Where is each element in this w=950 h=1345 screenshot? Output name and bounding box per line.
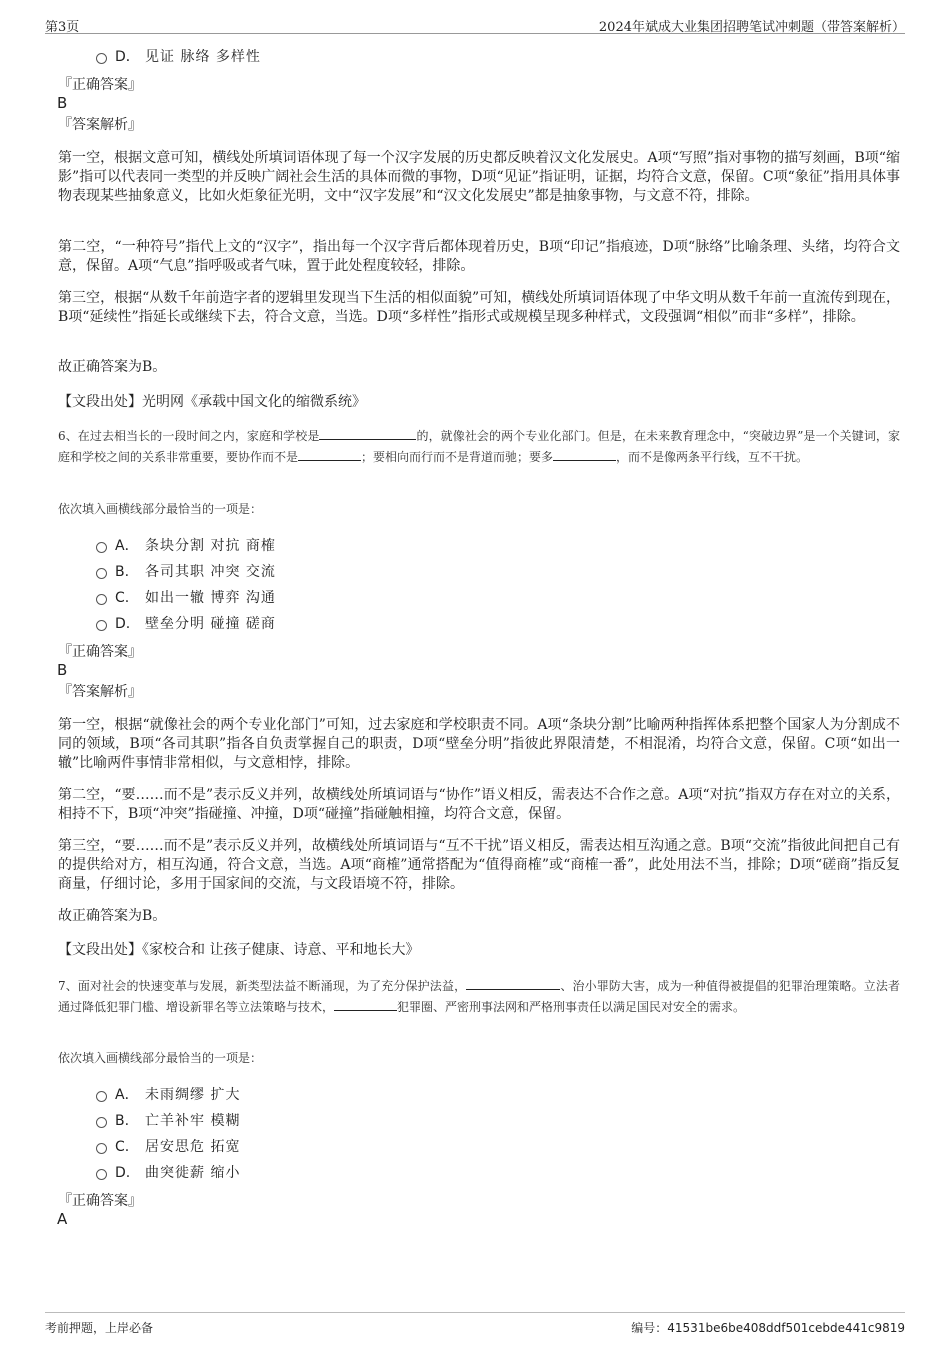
q5-answer-label: 『正确答案』 <box>58 77 142 93</box>
q5-analysis-p2: 第二空，“一种符号”指代上文的“汉字”，指出每一个汉字背后都体现着历史，B项“印记”指痕迹，D项“脉络”比喻条理、头绪，均符合文意，保留。A项“气息”指呼吸或者气味，置于此处程度较轻，排除。 <box>58 239 900 274</box>
blank-2[interactable] <box>334 997 397 1011</box>
q5-analysis-p3: 第三空，根据“从数千年前造字者的逻辑里发现当下生活的相似面貌”可知，横线处所填词语体现了中华文明从数千年前一直流传到现在，B项“延续性”指延长或继续下去，符合文意，当选。D项“多样性”指形式或规模呈现多种样式，文段强调“相似”而非“多样”，排除。 <box>58 290 900 325</box>
q5-conclusion: 故正确答案为B。 <box>58 359 167 375</box>
option-text: 曲突徙薪 缩小 <box>145 1165 241 1181</box>
radio-icon[interactable] <box>96 1117 107 1128</box>
footer-slogan: 考前押题，上岸必备 <box>45 1321 154 1335</box>
radio-icon[interactable] <box>96 1169 107 1180</box>
q7-stem: 7、面对社会的快速变革与发展，新类型法益不断涌现，为了充分保护法益， 、治小罪防大害，成为一种值得被提倡的犯罪治理策略。立法者通过降低犯罪门槛、增设新罪名等立法策略与技术， 犯罪圈、严密刑事法网和严格刑事责任以满足国民对安全的需求。 <box>58 976 900 1018</box>
option-text: 如出一辙 博弈 沟通 <box>145 590 276 606</box>
page-number: 第3页 <box>45 20 80 35</box>
document-code: 编号：41531be6be408ddf501cebde441c9819 <box>631 1321 905 1335</box>
option-text: 居安思危 拓宽 <box>145 1139 241 1155</box>
radio-icon[interactable] <box>96 1143 107 1154</box>
q7-answer-label: 『正确答案』 <box>58 1193 142 1209</box>
radio-icon[interactable] <box>96 1091 107 1102</box>
option-text: 条块分割 对抗 商榷 <box>145 538 276 554</box>
q6-source: 【文段出处】《家校合和 让孩子健康、诗意、平和地长大》 <box>58 942 420 958</box>
page-footer <box>45 1312 905 1338</box>
q6-analysis-p3: 第三空，“要……而不是”表示反义并列，故横线处所填词语与“互不干扰”语义相反，需表达相互沟通之意。B项“交流”指彼此间把自己有的提供给对方，相互沟通，符合文意，当选。A项“商榷”通常搭配为“值得商榷”或“商榷一番”，此处用法不当，排除；D项“磋商”指反复商量，仔细讨论，多用于国家间的交流，与文段语境不符，排除。 <box>58 838 900 892</box>
radio-icon[interactable] <box>96 542 107 553</box>
blank-1[interactable] <box>319 426 416 440</box>
q5-source: 【文段出处】光明网《承载中国文化的缩微系统》 <box>58 394 366 410</box>
q6-stem: 6、在过去相当长的一段时间之内，家庭和学校是 的，就像社会的两个专业化部门。但是，在未来教育理念中，“突破边界”是一个关键词，家庭和学校之间的关系非常重要，要协作而不是 ；要相向而行而不是背道而驰；要多 ，而不是像两条平行线，互不干扰。 <box>58 426 900 468</box>
blank-3[interactable] <box>553 447 616 461</box>
q6-analysis-label: 『答案解析』 <box>58 684 142 700</box>
q6-answer: B <box>57 661 68 679</box>
document-title: 2024年斌成大业集团招聘笔试冲刺题（带答案解析） <box>598 20 905 35</box>
q5-analysis-p1: 第一空，根据文意可知，横线处所填词语体现了每一个汉字发展的历史都反映着汉文化发展史。A项“写照”指对事物的描写刻画，B项“缩影”指可以代表同一类型的并反映广阔社会生活的具体而微的事物，D项“见证”指证明，证据，均符合文意，保留。C项“象征”指用具体事物表现某些抽象意义，比如火炬象征光明，文中“汉字发展”和“汉文化发展史”都是抽象事物，与文意不符，排除。 <box>58 150 900 204</box>
q5-answer: B <box>57 94 68 112</box>
option-text: 壁垒分明 碰撞 磋商 <box>145 616 276 632</box>
option-text: 亡羊补牢 模糊 <box>145 1113 241 1129</box>
option-text: 未雨绸缪 扩大 <box>145 1087 241 1103</box>
blank-1[interactable] <box>466 976 560 990</box>
page-header <box>45 12 905 34</box>
radio-icon[interactable] <box>96 568 107 579</box>
radio-icon[interactable] <box>96 53 107 64</box>
q6-analysis-p1: 第一空，根据“就像社会的两个专业化部门”可知，过去家庭和学校职责不同。A项“条块分割”比喻两种指挥体系把整个国家人为分割成不同的领域，B项“各司其职”指各自负责掌握自己的职责，D项“壁垒分明”指彼此界限清楚，不相混淆，均符合文意，保留。C项“如出一辙”比喻两件事情非常相似，与文意相悖，排除。 <box>58 717 900 771</box>
blank-2[interactable] <box>298 447 361 461</box>
q6-conclusion: 故正确答案为B。 <box>58 908 167 924</box>
q5-analysis-label: 『答案解析』 <box>58 117 142 133</box>
q6-answer-label: 『正确答案』 <box>58 644 142 660</box>
radio-icon[interactable] <box>96 594 107 605</box>
radio-icon[interactable] <box>96 620 107 631</box>
option-text: 见证 脉络 多样性 <box>145 49 261 65</box>
q6-analysis-p2: 第二空，“要……而不是”表示反义并列，故横线处所填词语与“协作”语义相反，需表达不合作之意。A项“对抗”指双方存在对立的关系，相持不下，B项“冲突”指碰撞、冲撞，D项“碰撞”指碰触相撞，均符合文意，保留。 <box>58 787 900 822</box>
q7-instruction: 依次填入画横线部分最恰当的一项是： <box>58 1051 263 1065</box>
q6-instruction: 依次填入画横线部分最恰当的一项是： <box>58 502 263 516</box>
option-text: 各司其职 冲突 交流 <box>145 564 276 580</box>
q7-answer: A <box>57 1210 68 1228</box>
